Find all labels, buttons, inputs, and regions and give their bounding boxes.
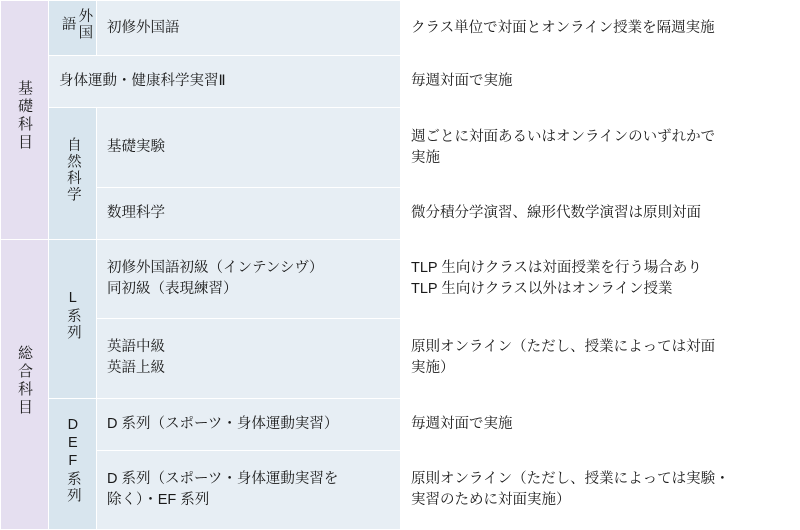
remark-cell (401, 239, 800, 318)
course-cell (97, 1, 401, 56)
course-text (107, 18, 390, 39)
remark-line: 週ごとに対面あるいはオンラインのいずれかで (411, 128, 716, 145)
remark-cell (401, 398, 800, 450)
subcategory-label: 外国語 (59, 8, 93, 42)
course-text (107, 137, 390, 158)
remark-line: TLP 生向けクラスは対面授業を行う場合あり (411, 259, 702, 276)
table-row (1, 1, 800, 56)
remark-text (411, 337, 790, 379)
course-cell-full-width (49, 56, 401, 108)
remark-cell (401, 187, 800, 239)
category-cell-basic (1, 1, 49, 240)
course-text (107, 469, 390, 511)
subcategory-cell-l-series (49, 239, 97, 398)
subcategory-label: DEF系列 (64, 416, 81, 504)
course-line: 除く）・EF 系列 (107, 491, 210, 508)
remark-cell (401, 450, 800, 529)
course-line: 英語中級 (107, 339, 165, 356)
category-label: 総合科目 (16, 344, 33, 417)
remark-line: 実施 (411, 149, 440, 166)
remark-line: クラス単位で対面とオンライン授業を隔週実施 (411, 19, 715, 36)
course-cell (97, 108, 401, 187)
remark-line: 微分積分学演習、線形代数学演習は原則対面 (411, 204, 701, 221)
remark-line: 毎週対面で実施 (411, 415, 513, 432)
remark-text (411, 127, 790, 169)
course-line: 数理科学 (107, 204, 165, 221)
remark-text (411, 18, 790, 39)
table-row (1, 239, 800, 318)
table-row (1, 450, 800, 529)
subcategory-cell-natural-science (49, 108, 97, 239)
remark-text (411, 71, 790, 92)
remark-text (411, 203, 790, 224)
table-row (1, 319, 800, 398)
remark-line: TLP 生向けクラス以外はオンライン授業 (411, 280, 673, 297)
course-line: 英語上級 (107, 360, 165, 377)
remark-cell (401, 319, 800, 398)
remark-text (411, 258, 790, 300)
table-row (1, 56, 800, 108)
remark-line: 実施） (411, 360, 455, 377)
course-line: 初修外国語初級（インテンシヴ） (107, 259, 324, 276)
course-cell (97, 319, 401, 398)
course-text (59, 71, 390, 92)
course-cell (97, 187, 401, 239)
remark-line: 毎週対面で実施 (411, 73, 513, 90)
subcategory-cell-def-series (49, 398, 97, 529)
subcategory-label: L系列 (64, 289, 81, 341)
category-label: 基礎科目 (16, 80, 33, 153)
course-line: D 系列（スポーツ・身体運動実習を (107, 470, 339, 487)
subcategory-label: 自然科学 (64, 137, 81, 204)
course-line: 基礎実験 (107, 139, 165, 156)
course-cell (97, 398, 401, 450)
course-cell (97, 450, 401, 529)
course-text (107, 337, 390, 379)
table-row (1, 187, 800, 239)
remark-cell (401, 56, 800, 108)
category-cell-general (1, 239, 49, 529)
table-row (1, 398, 800, 450)
course-line: 身体運動・健康科学実習Ⅱ (59, 73, 226, 90)
remark-line: 原則オンライン（ただし、授業によっては実験・ (411, 470, 730, 487)
course-line: D 系列（スポーツ・身体運動実習） (107, 415, 339, 432)
course-cell (97, 239, 401, 318)
remark-line: 原則オンライン（ただし、授業によっては対面 (411, 339, 716, 356)
remark-cell (401, 108, 800, 187)
table-row (1, 108, 800, 187)
remark-text (411, 414, 790, 435)
course-line: 初修外国語 (107, 19, 180, 36)
remark-text (411, 469, 790, 511)
subcategory-cell-foreign-language (49, 1, 97, 56)
course-text (107, 258, 390, 300)
remark-line: 実習のために対面実施） (411, 491, 571, 508)
course-text (107, 203, 390, 224)
course-text (107, 414, 390, 435)
remark-cell (401, 1, 800, 56)
course-line: 同初級（表現練習） (107, 280, 238, 297)
